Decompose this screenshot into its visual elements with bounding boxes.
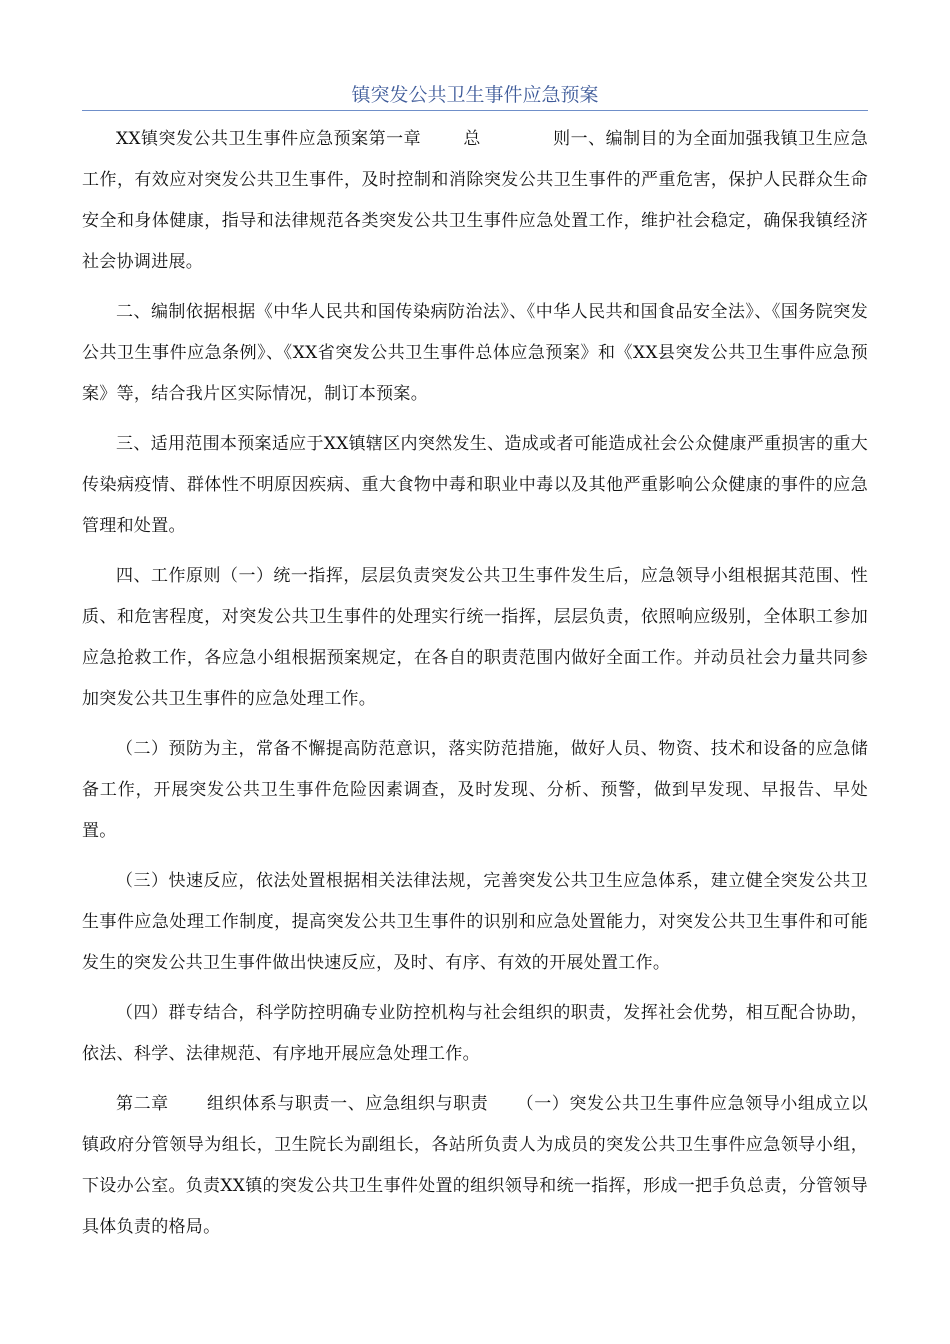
text-run: 第二章 bbox=[116, 1094, 169, 1114]
text-run: （三）快速反应，依法处置根据相关法律法规，完善突发公共卫生应急体系，建立健全突发公共卫生事件应急处理工作制度，提高突发公共卫生事件的识别和应急处置能力，对突发公共卫生事件和可能发生的突发公共卫生事件做出快速反应，及时、有序、有效的开展处置工作。 bbox=[82, 871, 868, 973]
text-run: （四）群专结合，科学防控明确专业防控机构与社会组织的职责，发挥社会优势，相互配合协助，依法、科学、法律规范、有序地开展应急处理工作。 bbox=[82, 1003, 868, 1064]
text-run: （二）预防为主，常备不懈提高防范意识，落实防范措施，做好人员、物资、技术和设备的应急储备工作，开展突发公共卫生事件危险因素调查，及时发现、分析、预警，做到早发现、早报告、早处置。 bbox=[82, 739, 868, 841]
paragraph-prevention bbox=[82, 729, 868, 852]
text-run: 二、编制依据根据《中华人民共和国传染病防治法》、《中华人民共和国食品安全法》、《国务院突发公共卫生事件应急条例》、《XX省突发公共卫生事件总体应急预案》和《XX县突发公共卫生事件应急预案》等，结合我片区实际情况，制订本预案。 bbox=[82, 302, 868, 404]
paragraph-scope bbox=[82, 424, 868, 547]
text-run: 组织体系与职责一、应急组织与职责 bbox=[206, 1094, 489, 1114]
text-run: 总 bbox=[463, 129, 481, 149]
text-run: 四、工作原则（一）统一指挥，层层负责突发公共卫生事件发生后，应急领导小组根据其范围、性质、和危害程度，对突发公共卫生事件的处理实行统一指挥，层层负责，依照响应级别，全体职工参加应急抢救工作，各应急小组根据预案规定，在各自的职责范围内做好全面工作。并动员社会力量共同参加突发公共卫生事件的应急处理工作。 bbox=[82, 566, 868, 709]
text-run: （一）突发公共卫生事件应急领导小组成立以镇政府分管领导为组长，卫生院长为副组长，各站所负责人为成员的突发公共卫生事件应急领导小组，下设办公室。负责XX镇的突发公共卫生事件处置的组织领导和统一指挥，形成一把手负总责，分管领导具体负责的格局。 bbox=[82, 1094, 869, 1237]
paragraph-rapid-response bbox=[82, 861, 868, 984]
paragraph-principles bbox=[82, 556, 868, 720]
text-run: 三、适用范围本预案适应于XX镇辖区内突然发生、造成或者可能造成社会公众健康严重损害的重大传染病疫情、群体性不明原因疾病、重大食物中毒和职业中毒以及其他严重影响公众健康的事件的应急管理和处置。 bbox=[82, 434, 868, 536]
text-run: XX镇突发公共卫生事件应急预案第一章 bbox=[116, 129, 422, 149]
paragraph-cooperation bbox=[82, 993, 868, 1075]
document-page bbox=[82, 82, 868, 1257]
paragraph-chapter-two bbox=[82, 1084, 868, 1248]
text-run: 则一、编制目的为全面加强我镇卫生应急工作，有效应对突发公共卫生事件，及时控制和消除突发公共卫生事件的严重危害，保护人民群众生命安全和身体健康，指导和法律规范各类突发公共卫生事件应急处置工作，维护社会稳定，确保我镇经济社会协调进展。 bbox=[82, 129, 868, 272]
document-body bbox=[82, 119, 868, 1248]
paragraph-purpose bbox=[82, 119, 868, 283]
paragraph-basis bbox=[82, 292, 868, 415]
document-title: 镇突发公共卫生事件应急预案 bbox=[82, 82, 868, 111]
